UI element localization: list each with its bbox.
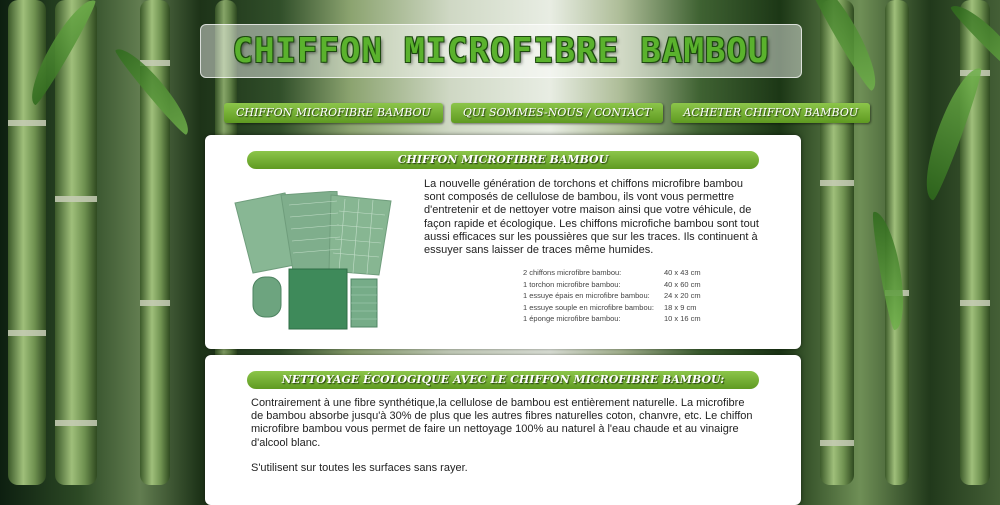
dimension-name: 1 torchon microfibre bambou:: [523, 279, 621, 289]
dimension-name: 2 chiffons microfibre bambou:: [523, 268, 622, 277]
dimension-name: 1 essuye souple en microfibre bambou:: [523, 302, 654, 312]
nav-item-contact[interactable]: QUI SOMMES-NOUS / CONTACT: [451, 103, 664, 123]
main-nav: [224, 103, 870, 123]
dimension-name: 1 éponge microfibre bambou:: [523, 314, 621, 323]
eco-paragraph: Contrairement à une fibre synthétique,la cellulose de bambou est entièrement naturelle. La microfibre de bambou absorbe jusqu'à 30% de plus que les autres fibres naturelles coton, chanvre, etc. Le chiffon microfibre bambou vous permet de faire un nettoyage 100% au naturel à l'eau chaude et au vinaigre d'alcool blanc.: [251, 397, 753, 449]
nav-item-acheter[interactable]: ACHETER CHIFFON BAMBOU: [671, 103, 870, 123]
list-item: [523, 291, 723, 303]
eco-paragraph: S'utilisent sur toutes les surfaces sans rayer.: [251, 461, 468, 474]
section-heading: NETTOYAGE ÉCOLOGIQUE AVEC LE CHIFFON MICROFIBRE BAMBOU:: [247, 371, 759, 389]
dimension-size: 24 x 20 cm: [664, 291, 701, 300]
intro-text: La nouvelle génération de torchons et chiffons microfibre bambou sont composés de cellulose de bambou, ils vont vous permettre d'entretenir et de nettoyer votre maison ainsi que votre véhicule, de façon rapide et écologique. Les chiffons microfiche bambou sont tout aussi efficaces sur les poussières que sur les traces. Ils continuent à essuyer sans laisser de traces même humides.: [424, 178, 759, 257]
dimension-size: 18 x 9 cm: [664, 302, 697, 312]
eco-text: [251, 397, 755, 487]
dimensions-list: [523, 268, 723, 326]
dimension-name: 1 essuye épais en microfibre bambou:: [523, 291, 650, 300]
list-item: [523, 314, 723, 326]
list-item: [523, 268, 723, 280]
list-item: [523, 280, 723, 292]
dimension-size: 40 x 60 cm: [664, 279, 701, 289]
eco-panel: [205, 355, 801, 505]
site-title: CHIFFON MICROFIBRE BAMBOU: [232, 31, 770, 71]
product-panel: [205, 135, 801, 349]
site-header: [200, 24, 802, 78]
nav-item-chiffon[interactable]: CHIFFON MICROFIBRE BAMBOU: [224, 103, 443, 123]
microfiber-cloths-image: [233, 191, 397, 331]
dimension-size: 10 x 16 cm: [664, 314, 701, 323]
list-item: [523, 303, 723, 315]
dimension-size: 40 x 43 cm: [664, 268, 701, 277]
section-heading: CHIFFON MICROFIBRE BAMBOU: [247, 151, 759, 169]
